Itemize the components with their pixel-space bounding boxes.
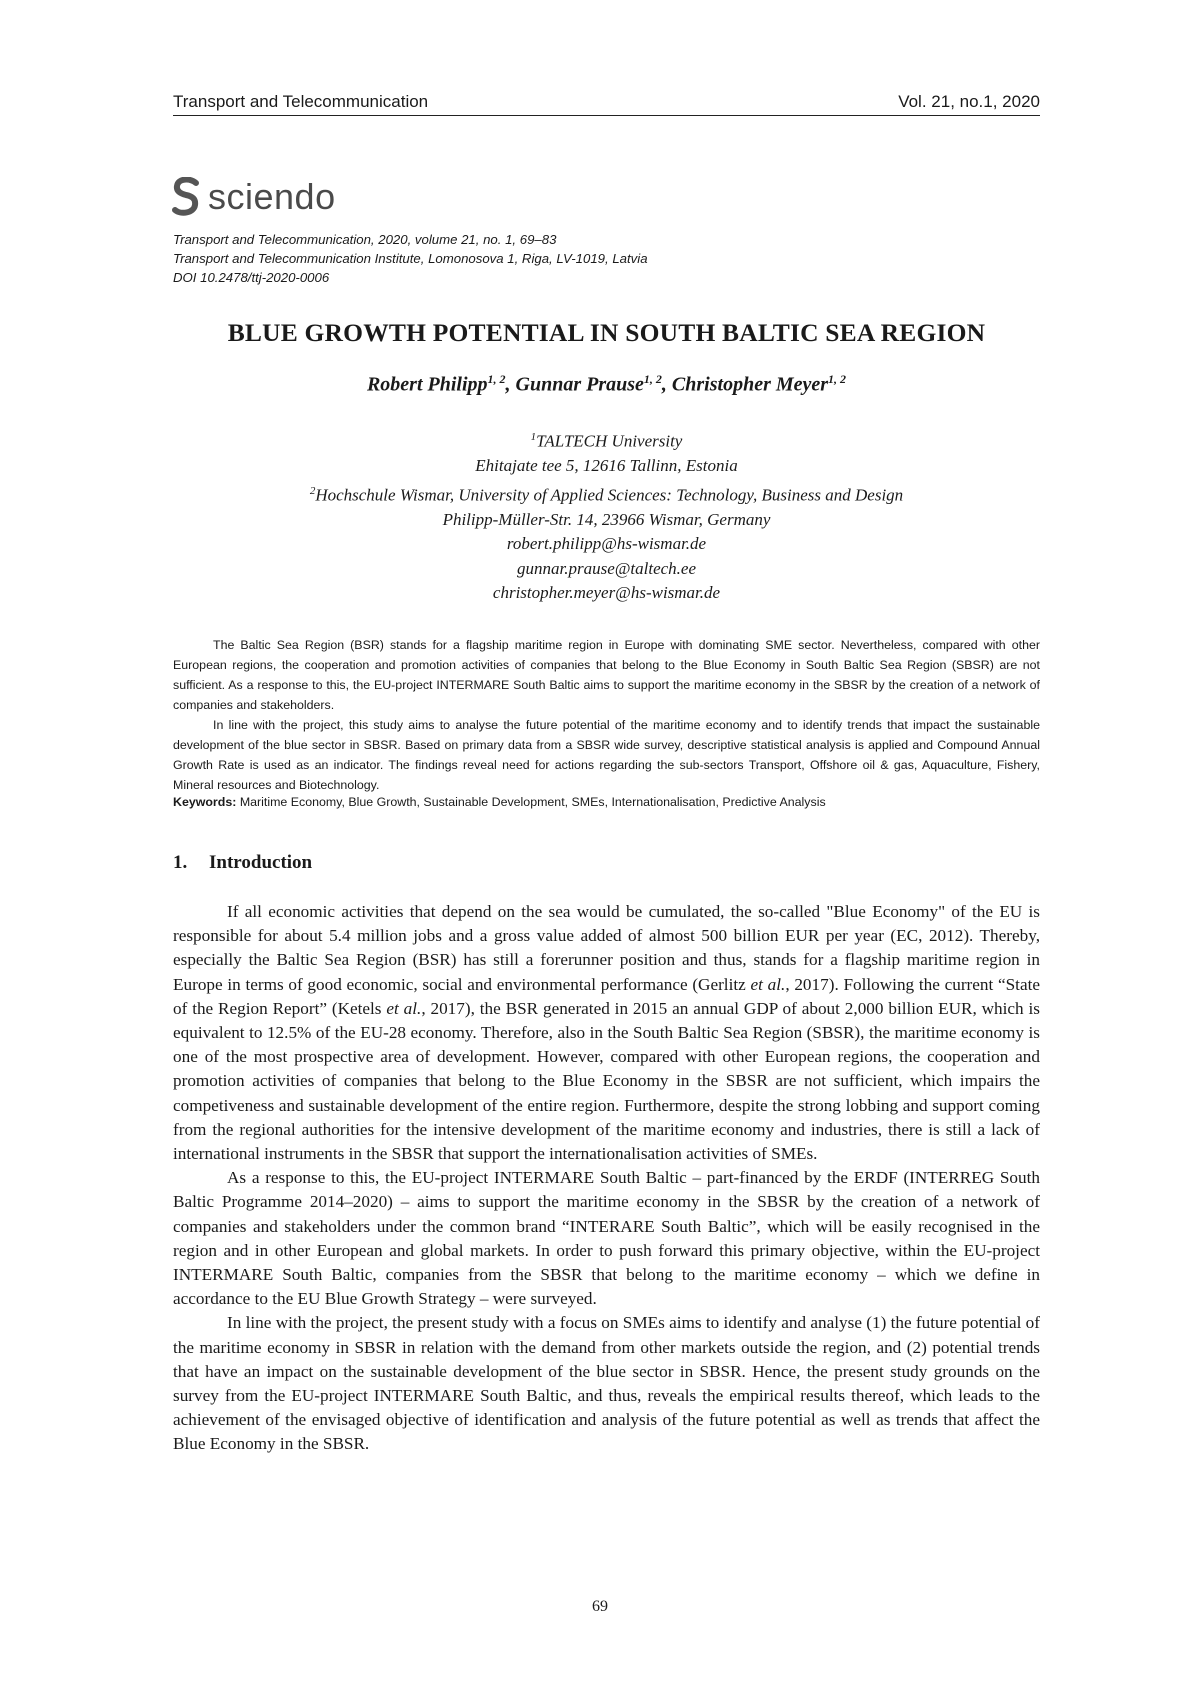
volume-info: Vol. 21, no.1, 2020 [898,92,1040,111]
keywords [173,795,1040,809]
affiliation-text: gunnar.prause@taltech.ee [517,558,696,578]
body-paragraph [173,900,1040,1166]
body-text [173,900,1040,1457]
author-affiliation-mark: 1, 2 [487,372,506,386]
affiliation-text: christopher.meyer@hs-wismar.de [492,583,721,603]
author-affiliation-mark: 1, 2 [828,372,847,386]
section-number: 1. [173,852,188,873]
paragraph-text: If all economic activities that depend on the sea would be cumulated, the so-called "Blue Economy" of the EU is responsible for about 5.4 million jobs and a gross value added of almost 500 billion EUR per year (EC, 2012). Thereby, especially the Baltic Sea Region (BSR) has still a forerunner position and thus, stands for a flagship maritime region in Europe in terms of good economic, social and environmental performance (Gerlitz [173,902,1040,994]
journal-name: Transport and Telecommunication [173,92,429,111]
affiliation-text: Philipp-Müller-Str. 14, 23966 Wismar, Germany [442,509,771,529]
paper-title: BLUE GROWTH POTENTIAL IN SOUTH BALTIC SEA REGION [227,318,986,347]
body-paragraph [173,1311,1040,1456]
affiliation-line [173,557,1040,582]
doi-line: DOI 10.2478/ttj-2020-0006 [173,270,330,285]
abstract-paragraph: The Baltic Sea Region (BSR) stands for a flagship maritime region in Europe with dominating SME sector. Nevertheless, compared with other European regions, the cooperation and promotion activities of companies that belong to the Blue Economy in South Baltic Sea Region (SBSR) are not sufficient. As a response to this, the EU-project INTERMARE South Baltic aims to support the maritime economy in the SBSR by the creation of a network of companies and stakeholders. [173,638,1040,712]
paragraph-text: As a response to this, the EU-project INTERMARE South Baltic – part-financed by the ERDF (INTERREG South Baltic Programme 2014–2020) – aims to support the maritime economy in the SBSR by the creation of a network of companies and stakeholders under the common brand “INTERARE South Baltic”, which will be easily recognised in the region and in other European and global markets. In order to push forward this primary objective, within the EU-project INTERMARE South Baltic, companies from the SBSR that belong to the maritime economy – which we define in accordance to the EU Blue Growth Strategy – were surveyed. [173,1168,1040,1309]
affiliation-line [173,532,1040,557]
affiliation-line [173,508,1040,533]
affiliation-line [173,581,1040,606]
author-name: Robert Philipp [366,373,488,396]
paragraph-text: , 2017), the BSR generated in 2015 an annual GDP of about 2,000 billion EUR, which is equivalent to 12.5% of the EU-28 economy. Therefore, also in the South Baltic Sea Region (SBSR), the maritime economy is one of the most prospective area of development. However, compared with other European regions, the cooperation and promotion activities of companies that belong to the Blue Economy in the SBSR are not sufficient, which impairs the competiveness and sustainable development of the entire region. Furthermore, despite the strong lobbing and support coming from the regional authorities for the intensive development of the maritime economy and industries, there is still a lack of international instruments in the SBSR that support the internationalisation activities of SMEs. [173,998,1040,1164]
citation-block [173,230,648,287]
author-separator: , [505,373,516,396]
abstract [173,635,1040,795]
sciendo-logo-icon [172,177,200,217]
affiliation-text: Ehitajate tee 5, 12616 Tallinn, Estonia [475,456,738,476]
affiliation-text: Hochschule Wismar, University of Applied Sciences: Technology, Business and Design [315,485,904,505]
citation-line: Transport and Telecommunication, 2020, volume 21, no. 1, 69–83 [173,232,557,247]
paragraph-text: In line with the project, the present study with a focus on SMEs aims to identify and analyse (1) the future potential of the maritime economy in SBSR in relation with the demand from other markets outside the region, and (2) potential trends that have an impact on the sustainable development of the blue sector in SBSR. Hence, the present study grounds on the survey from the EU-project INTERMARE South Baltic, and thus, reveals the empirical results thereof, which leads to the achievement of the envisaged objective of identification and analysis of the future potential as well as trends that affect the Blue Economy in the SBSR. [173,1313,1040,1454]
citation-etal: et al. [386,998,422,1018]
affiliation-line [173,479,1040,508]
running-header [173,86,1040,116]
section-title: Introduction [209,852,313,873]
author-name: Christopher Meyer [671,373,829,396]
affiliation-text: TALTECH University [536,431,683,451]
affiliation-text: robert.philipp@hs-wismar.de [506,534,707,554]
citation-line: Transport and Telecommunication Institute, Lomonosova 1, Riga, LV-1019, Latvia [173,251,648,266]
keywords-text: Maritime Economy, Blue Growth, Sustainable Development, SMEs, Internationalisation, Predictive Analysis [239,795,826,809]
author-list [173,372,1040,397]
affiliation-mark: 1 [530,431,537,443]
author-affiliation-mark: 1, 2 [643,372,662,386]
abstract-paragraph: In line with the project, this study aims to analyse the future potential of the maritime economy and to identify trends that impact the sustainable development of the blue sector in SBSR. Based on primary data from a SBSR wide survey, descriptive statistical analysis is applied and Compound Annual Growth Rate is used as an indicator. The findings reveal need for actions regarding the sub-sectors Transport, Offshore oil & gas, Aquaculture, Fishery, Mineral resources and Biotechnology. [173,718,1040,792]
affiliation-line [173,425,1040,454]
affiliations [173,425,1040,606]
paragraph-text: , 2017). Following the current “State of the Region Report” (Ketels [173,974,1040,1018]
body-paragraph [173,1166,1040,1311]
affiliation-mark: 2 [309,484,316,497]
section-heading [173,852,312,874]
citation-etal: et al. [750,974,786,994]
author-separator: , [661,373,672,396]
author-name: Gunnar Prause [515,373,644,396]
logo-text: sciendo [208,176,336,217]
publisher-logo [172,176,336,218]
affiliation-line [173,454,1040,479]
page-number: 69 [592,1598,608,1615]
keywords-label: Keywords: [173,795,237,809]
